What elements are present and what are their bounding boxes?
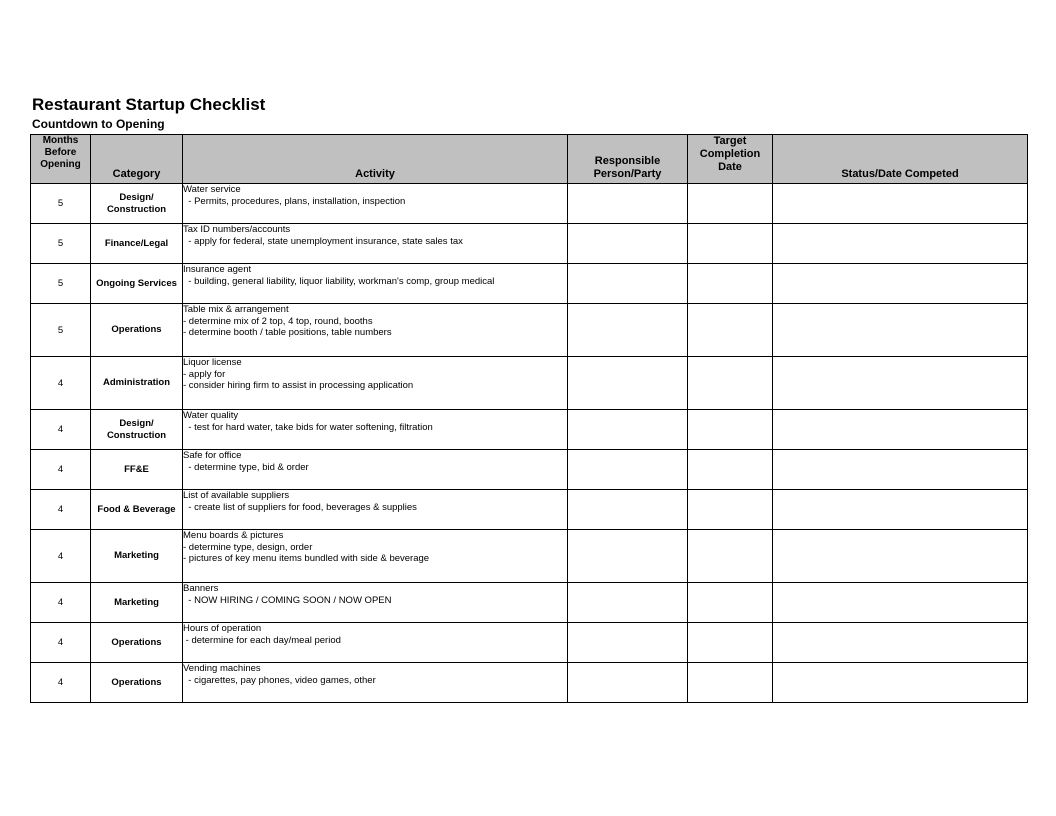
table-row <box>31 583 1028 623</box>
activity-line: Hours of operation <box>183 623 262 634</box>
status-cell[interactable] <box>773 623 1028 663</box>
table-row <box>31 184 1028 224</box>
months-cell: 4 <box>31 663 91 703</box>
responsible-cell[interactable] <box>568 184 688 224</box>
target-date-cell[interactable] <box>688 224 773 264</box>
activity-line: - cigarettes, pay phones, video games, other <box>183 674 376 686</box>
status-cell[interactable] <box>773 224 1028 264</box>
category-cell: Finance/Legal <box>91 224 183 264</box>
activity-line: Water service <box>183 184 241 195</box>
table-row <box>31 357 1028 410</box>
activity-line: List of available suppliers <box>183 490 290 501</box>
target-date-cell[interactable] <box>688 663 773 703</box>
activity-line: - consider hiring firm to assist in processing application <box>183 380 414 391</box>
status-cell[interactable] <box>773 530 1028 583</box>
activity-line: - pictures of key menu items bundled with side & beverage <box>183 553 430 564</box>
activity-line: Liquor license <box>183 357 242 368</box>
responsible-cell[interactable] <box>568 490 688 530</box>
activity-line: Banners <box>183 583 219 594</box>
target-date-cell[interactable] <box>688 450 773 490</box>
activity-cell <box>183 530 568 583</box>
activity-line: - Permits, procedures, plans, installation, inspection <box>183 195 406 207</box>
months-cell: 5 <box>31 304 91 357</box>
table-row <box>31 224 1028 264</box>
category-cell: Food & Beverage <box>91 490 183 530</box>
target-date-cell[interactable] <box>688 264 773 304</box>
activity-line: - apply for <box>183 368 226 380</box>
category-cell: Design/ Construction <box>91 410 183 450</box>
category-cell: Ongoing Services <box>91 264 183 304</box>
activity-cell <box>183 490 568 530</box>
category-cell: Marketing <box>91 530 183 583</box>
header-responsible: Responsible Person/Party <box>568 135 688 184</box>
page-title: Restaurant Startup Checklist <box>32 95 266 114</box>
activity-line: Menu boards & pictures <box>183 530 284 541</box>
activity-cell <box>183 663 568 703</box>
responsible-cell[interactable] <box>568 623 688 663</box>
status-cell[interactable] <box>773 490 1028 530</box>
header-months: Months Before Opening <box>31 135 91 184</box>
activity-cell <box>183 184 568 224</box>
status-cell[interactable] <box>773 304 1028 357</box>
activity-cell <box>183 264 568 304</box>
activity-cell <box>183 623 568 663</box>
months-cell: 5 <box>31 184 91 224</box>
status-cell[interactable] <box>773 264 1028 304</box>
table-row <box>31 663 1028 703</box>
status-cell[interactable] <box>773 583 1028 623</box>
table-row <box>31 623 1028 663</box>
status-cell[interactable] <box>773 450 1028 490</box>
category-cell: FF&E <box>91 450 183 490</box>
category-cell: Operations <box>91 304 183 357</box>
months-cell: 4 <box>31 623 91 663</box>
activity-cell <box>183 583 568 623</box>
table-row <box>31 264 1028 304</box>
responsible-cell[interactable] <box>568 304 688 357</box>
status-cell[interactable] <box>773 357 1028 410</box>
months-cell: 4 <box>31 583 91 623</box>
months-cell: 5 <box>31 224 91 264</box>
responsible-cell[interactable] <box>568 264 688 304</box>
activity-line: Vending machines <box>183 663 261 674</box>
activity-line: Tax ID numbers/accounts <box>183 224 291 235</box>
months-cell: 5 <box>31 264 91 304</box>
header-row <box>31 135 1028 184</box>
months-cell: 4 <box>31 450 91 490</box>
target-date-cell[interactable] <box>688 184 773 224</box>
status-cell[interactable] <box>773 663 1028 703</box>
activity-line: - building, general liability, liquor liability, workman's comp, group medical <box>183 275 495 287</box>
activity-cell <box>183 450 568 490</box>
activity-cell <box>183 304 568 357</box>
category-cell: Operations <box>91 663 183 703</box>
months-cell: 4 <box>31 357 91 410</box>
category-cell: Design/ Construction <box>91 184 183 224</box>
responsible-cell[interactable] <box>568 583 688 623</box>
activity-line: - determine for each day/meal period <box>183 634 341 646</box>
activity-line: - apply for federal, state unemployment insurance, state sales tax <box>183 235 463 247</box>
target-date-cell[interactable] <box>688 623 773 663</box>
responsible-cell[interactable] <box>568 357 688 410</box>
category-cell: Marketing <box>91 583 183 623</box>
responsible-cell[interactable] <box>568 410 688 450</box>
header-target: Target Completion Date <box>688 135 773 184</box>
responsible-cell[interactable] <box>568 530 688 583</box>
category-cell: Operations <box>91 623 183 663</box>
category-cell: Administration <box>91 357 183 410</box>
months-cell: 4 <box>31 490 91 530</box>
target-date-cell[interactable] <box>688 410 773 450</box>
activity-line: Insurance agent <box>183 264 252 275</box>
responsible-cell[interactable] <box>568 224 688 264</box>
activity-line: Table mix & arrangement <box>183 304 289 315</box>
activity-line: - determine type, bid & order <box>183 461 309 473</box>
target-date-cell[interactable] <box>688 583 773 623</box>
months-cell: 4 <box>31 530 91 583</box>
target-date-cell[interactable] <box>688 304 773 357</box>
activity-line: Water quality <box>183 410 239 421</box>
activity-line: - determine mix of 2 top, 4 top, round, booths <box>183 315 373 327</box>
target-date-cell[interactable] <box>688 530 773 583</box>
table-row <box>31 450 1028 490</box>
header-activity: Activity <box>183 135 568 184</box>
checklist-table <box>30 134 1028 703</box>
activity-line: - test for hard water, take bids for water softening, filtration <box>183 421 433 433</box>
table-row <box>31 530 1028 583</box>
table-row <box>31 490 1028 530</box>
status-cell[interactable] <box>773 410 1028 450</box>
header-category: Category <box>91 135 183 184</box>
activity-line: Safe for office <box>183 450 242 461</box>
table-row <box>31 304 1028 357</box>
status-cell[interactable] <box>773 184 1028 224</box>
activity-line: - create list of suppliers for food, beverages & supplies <box>183 501 417 513</box>
table-row <box>31 410 1028 450</box>
header-status: Status/Date Competed <box>773 135 1028 184</box>
target-date-cell[interactable] <box>688 490 773 530</box>
activity-cell <box>183 357 568 410</box>
target-date-cell[interactable] <box>688 357 773 410</box>
activity-line: - determine type, design, order <box>183 541 313 553</box>
activity-line: - NOW HIRING / COMING SOON / NOW OPEN <box>183 594 392 606</box>
months-cell: 4 <box>31 410 91 450</box>
page-subtitle: Countdown to Opening <box>32 117 165 131</box>
activity-line: - determine booth / table positions, table numbers <box>183 327 392 338</box>
responsible-cell[interactable] <box>568 663 688 703</box>
responsible-cell[interactable] <box>568 450 688 490</box>
activity-cell <box>183 224 568 264</box>
activity-cell <box>183 410 568 450</box>
